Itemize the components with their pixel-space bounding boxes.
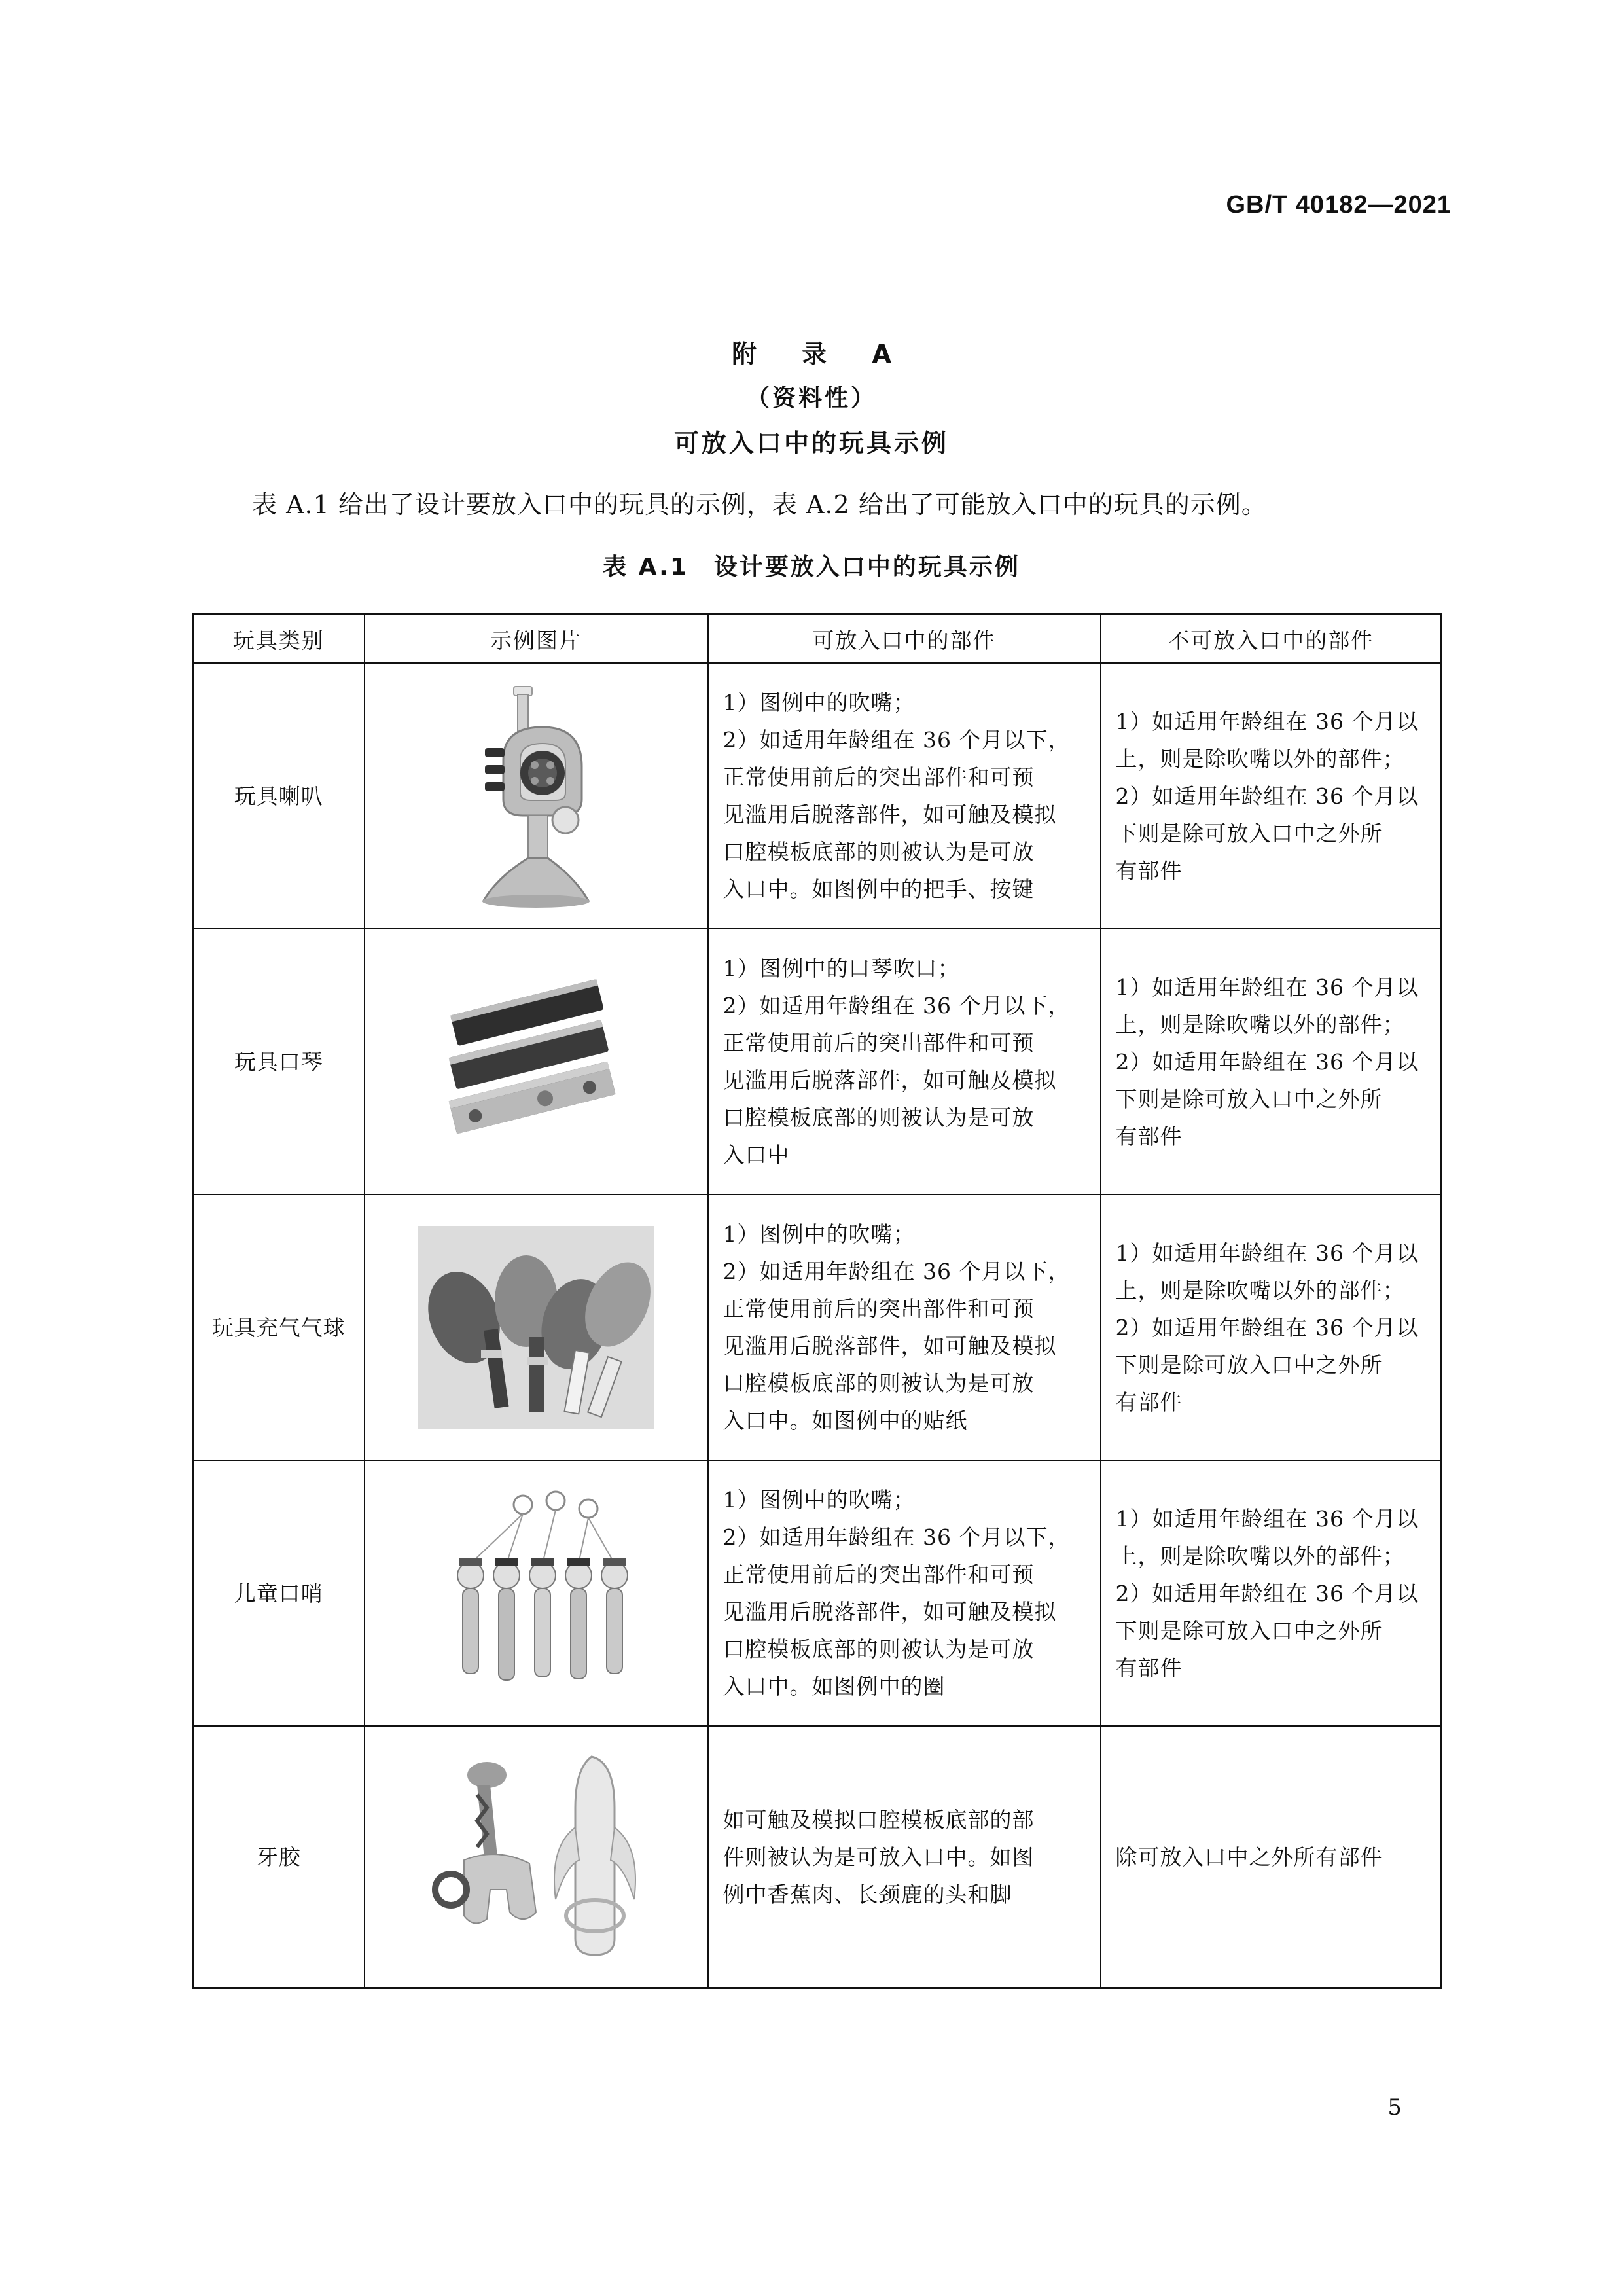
mouthable-line: 1）图例中的口琴吹口； — [722, 956, 960, 981]
non-mouthable-line: 2）如适用年龄组在 36 个月以 — [1115, 1580, 1419, 1606]
image-cell — [365, 663, 708, 929]
table-row — [193, 929, 1442, 1194]
mouthable-parts-cell — [708, 1194, 1101, 1460]
mouthable-line: 1）图例中的吹嘴； — [722, 1487, 916, 1513]
non-mouthable-parts-cell — [1101, 929, 1442, 1194]
non-mouthable-line: 有部件 — [1115, 1655, 1183, 1681]
non-mouthable-line: 1）如适用年龄组在 36 个月以 — [1115, 1505, 1419, 1532]
mouthable-parts-cell — [708, 929, 1101, 1194]
non-mouthable-parts-cell — [1101, 1194, 1442, 1460]
table-container — [192, 613, 1440, 1989]
mouthable-line: 正常使用前后的突出部件和可预 — [722, 764, 1035, 790]
image-cell — [365, 1460, 708, 1726]
column-header-category: 玩具类别 — [193, 615, 365, 664]
mouthable-line: 见滥用后脱落部件，如可触及模拟 — [722, 1333, 1057, 1359]
table-row — [193, 1726, 1442, 1988]
non-mouthable-line: 有部件 — [1115, 1123, 1183, 1149]
mouthable-line: 口腔模板底部的则被认为是可放 — [722, 1105, 1035, 1130]
table-row — [193, 1194, 1442, 1460]
mouthable-parts-cell — [708, 1726, 1101, 1988]
teether-icon — [425, 1749, 647, 1965]
toy-trumpet-icon — [457, 681, 615, 910]
mouthable-line: 件则被认为是可放入口中。如图 — [722, 1844, 1035, 1870]
non-mouthable-line: 1）如适用年龄组在 36 个月以 — [1115, 974, 1419, 1000]
mouthable-line: 入口中。如图例中的圈 — [722, 1674, 946, 1699]
image-cell — [365, 1726, 708, 1988]
mouthable-parts-cell — [708, 1460, 1101, 1726]
standard-number: GB/T 40182—2021 — [1226, 191, 1452, 219]
category-cell: 玩具充气气球 — [193, 1194, 365, 1460]
mouthable-line: 口腔模板底部的则被认为是可放 — [722, 1371, 1035, 1396]
mouthable-line: 2）如适用年龄组在 36 个月以下， — [722, 1259, 1071, 1284]
intro-paragraph: 表 A.1 给出了设计要放入口中的玩具的示例，表 A.2 给出了可能放入口中的玩具的示例。 — [252, 490, 1267, 519]
table-row — [193, 1460, 1442, 1726]
non-mouthable-line: 除可放入口中之外所有部件 — [1115, 1844, 1383, 1870]
non-mouthable-line: 1）如适用年龄组在 36 个月以 — [1115, 708, 1419, 734]
appendix-heading: 可放入口中的玩具示例 — [673, 429, 949, 457]
appendix-nature: （资料性） — [745, 385, 877, 412]
image-cell — [365, 929, 708, 1194]
non-mouthable-parts-cell — [1101, 1726, 1442, 1988]
category-cell: 牙胶 — [193, 1726, 365, 1988]
image-cell — [365, 1194, 708, 1460]
mouthable-line: 1）图例中的吹嘴； — [722, 1221, 916, 1247]
mouthable-line: 正常使用前后的突出部件和可预 — [722, 1296, 1035, 1321]
non-mouthable-line: 上，则是除吹嘴以外的部件； — [1115, 1011, 1405, 1037]
table-row — [193, 663, 1442, 929]
non-mouthable-line: 1）如适用年龄组在 36 个月以 — [1115, 1240, 1419, 1266]
toy-example-table — [192, 613, 1442, 1989]
non-mouthable-line: 上，则是除吹嘴以外的部件； — [1115, 1543, 1405, 1569]
category-cell: 儿童口哨 — [193, 1460, 365, 1726]
non-mouthable-line: 下则是除可放入口中之外所 — [1115, 1086, 1383, 1112]
non-mouthable-line: 2）如适用年龄组在 36 个月以 — [1115, 1049, 1419, 1075]
page-number: 5 — [1387, 2094, 1402, 2121]
mouthable-line: 见滥用后脱落部件，如可触及模拟 — [722, 1599, 1057, 1624]
appendix-title: 附 录 A — [732, 340, 910, 368]
non-mouthable-parts-cell — [1101, 1460, 1442, 1726]
column-header-image: 示例图片 — [365, 615, 708, 664]
mouthable-line: 入口中 — [722, 1142, 790, 1168]
mouthable-line: 入口中。如图例中的把手、按键 — [722, 876, 1035, 902]
category-cell: 玩具喇叭 — [193, 663, 365, 929]
mouthable-line: 2）如适用年龄组在 36 个月以下， — [722, 1524, 1071, 1550]
mouthable-line: 见滥用后脱落部件，如可触及模拟 — [722, 802, 1057, 827]
non-mouthable-parts-cell — [1101, 663, 1442, 929]
mouthable-line: 正常使用前后的突出部件和可预 — [722, 1030, 1035, 1056]
mouthable-line: 如可触及模拟口腔模板底部的部 — [722, 1806, 1035, 1833]
column-header-non-mouthable: 不可放入口中的部件 — [1101, 615, 1442, 664]
non-mouthable-line: 2）如适用年龄组在 36 个月以 — [1115, 1314, 1419, 1340]
mouthable-line: 口腔模板底部的则被认为是可放 — [722, 839, 1035, 865]
non-mouthable-line: 上，则是除吹嘴以外的部件； — [1115, 745, 1405, 772]
mouthable-line: 入口中。如图例中的贴纸 — [722, 1408, 968, 1433]
non-mouthable-line: 下则是除可放入口中之外所 — [1115, 1352, 1383, 1378]
mouthable-line: 例中香蕉肉、长颈鹿的头和脚 — [722, 1881, 1012, 1907]
non-mouthable-line: 有部件 — [1115, 1389, 1183, 1415]
inflatable-balloon-icon — [418, 1226, 654, 1429]
column-header-mouthable: 可放入口中的部件 — [708, 615, 1101, 664]
non-mouthable-line: 2）如适用年龄组在 36 个月以 — [1115, 783, 1419, 809]
non-mouthable-line: 上，则是除吹嘴以外的部件； — [1115, 1277, 1405, 1303]
kids-whistle-icon — [425, 1485, 647, 1701]
mouthable-line: 见滥用后脱落部件，如可触及模拟 — [722, 1067, 1057, 1093]
mouthable-parts-cell — [708, 663, 1101, 929]
non-mouthable-line: 有部件 — [1115, 857, 1183, 884]
non-mouthable-line: 下则是除可放入口中之外所 — [1115, 820, 1383, 846]
mouthable-line: 口腔模板底部的则被认为是可放 — [722, 1636, 1035, 1662]
toy-harmonica-icon — [418, 977, 654, 1147]
mouthable-line: 2）如适用年龄组在 36 个月以下， — [722, 727, 1071, 753]
category-cell: 玩具口琴 — [193, 929, 365, 1194]
mouthable-line: 1）图例中的吹嘴； — [722, 690, 916, 715]
mouthable-line: 2）如适用年龄组在 36 个月以下， — [722, 993, 1071, 1018]
table-caption: 表 A.1 设计要放入口中的玩具示例 — [603, 554, 1020, 581]
table-header-row — [193, 615, 1442, 664]
non-mouthable-line: 下则是除可放入口中之外所 — [1115, 1617, 1383, 1643]
mouthable-line: 正常使用前后的突出部件和可预 — [722, 1562, 1035, 1587]
